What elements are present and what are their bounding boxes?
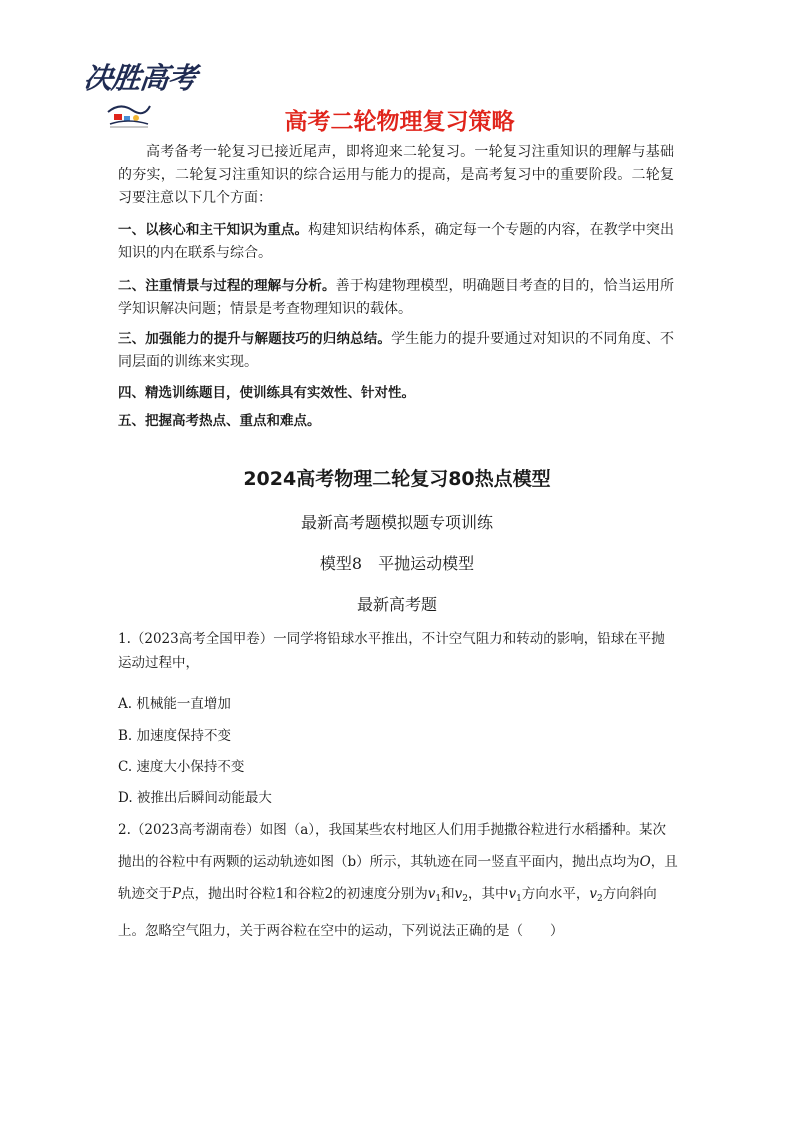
question-1-option-d: D. 被推出后瞬间动能最大 bbox=[118, 790, 272, 806]
strategy-intro: 高考备考一轮复习已接近尾声，即将迎来二轮复习。一轮复习注重知识的理解与基础的夯实，二轮复习注重知识的综合运用与能力的提高，是高考复习中的重要阶段。二轮复习要注意以下几个方面： bbox=[118, 144, 674, 206]
page-title: 高考二轮物理复习策略 bbox=[284, 109, 515, 135]
strategy-point bbox=[118, 382, 674, 405]
q2-symbol-v2: v bbox=[454, 886, 463, 902]
question-1-option-c: C. 速度大小保持不变 bbox=[118, 759, 245, 775]
logo-text: 决胜高考 bbox=[82, 61, 198, 95]
question-1-stem: 1.（2023高考全国甲卷）一同学将铅球水平推出，不计空气阻力和转动的影响，铅球在平抛运动过程中， bbox=[118, 631, 665, 671]
q2-text: 方向斜向上。忽略空气阻力，关于两谷粒在空中的运动，下列说法正确的是（ ） bbox=[118, 886, 657, 939]
strategy-point-body: 构建知识结构体系，确定每一个专题的内容，在教学中突出知识的内在联系与综合。 bbox=[118, 222, 674, 261]
part-title: 最新高考题 bbox=[356, 595, 437, 614]
q2-symbol-v2: v bbox=[589, 886, 598, 902]
q2-subscript-1: 1 bbox=[516, 894, 522, 904]
q2-symbol-p: P bbox=[172, 886, 182, 902]
q2-subscript-2: 2 bbox=[597, 894, 603, 904]
strategy-point bbox=[118, 328, 674, 374]
q2-subscript-1: 1 bbox=[435, 894, 442, 904]
strategy-point-heading: 五、把握高考热点、重点和难点。 bbox=[118, 413, 321, 429]
q2-subscript-2: 2 bbox=[462, 894, 469, 904]
section-main-title: 2024高考物理二轮复习80热点模型 bbox=[243, 468, 551, 490]
strategy-point-body: 学生能力的提升要通过对知识的不同角度、不同层面的训练来实现。 bbox=[118, 331, 675, 370]
q2-text: 点，抛出时谷粒1和谷粒2的初速度分别为 bbox=[181, 886, 428, 902]
q2-text: ，且轨迹交于 bbox=[118, 854, 678, 902]
q2-text: 2.（2023高考湖南卷）如图（a），我国某些农村地区人们用手抛撒谷粒进行水稻播种。某次抛出的谷粒中有两颗的运动轨迹如图（b）所示，其轨迹在同一竖直平面内，抛出点均为 bbox=[118, 822, 667, 870]
model-title: 模型8 平抛运动模型 bbox=[319, 554, 475, 573]
q2-symbol-v1: v bbox=[427, 886, 436, 902]
strategy-point bbox=[118, 219, 674, 265]
question-2-stem bbox=[118, 814, 678, 947]
strategy-point bbox=[118, 410, 674, 433]
strategy-point-heading: 一、以核心和主干知识为重点。 bbox=[118, 222, 309, 238]
strategy-point-body: 善于构建物理模型，明确题目考查的目的，恰当运用所学知识解决问题；情景是考查物理知识的载体。 bbox=[118, 278, 674, 317]
q2-symbol-o: O bbox=[639, 854, 651, 870]
strategy-point-heading: 二、注重情景与过程的理解与分析。 bbox=[118, 278, 336, 294]
q2-symbol-v1: v bbox=[508, 886, 517, 902]
question-1-option-a: A. 机械能一直增加 bbox=[118, 696, 231, 712]
strategy-point-heading: 三、加强能力的提升与解题技巧的归纳总结。 bbox=[118, 331, 392, 347]
strategy-point-heading: 四、精选训练题目，使训练具有实效性、针对性。 bbox=[118, 385, 415, 401]
question-1-option-b: B. 加速度保持不变 bbox=[118, 728, 232, 744]
q2-text: 方向水平， bbox=[521, 886, 590, 902]
q2-text: ，其中 bbox=[468, 886, 509, 902]
strategy-point bbox=[118, 275, 674, 321]
q2-text: 和 bbox=[441, 886, 455, 902]
section-subtitle: 最新高考题模拟题专项训练 bbox=[300, 513, 493, 532]
